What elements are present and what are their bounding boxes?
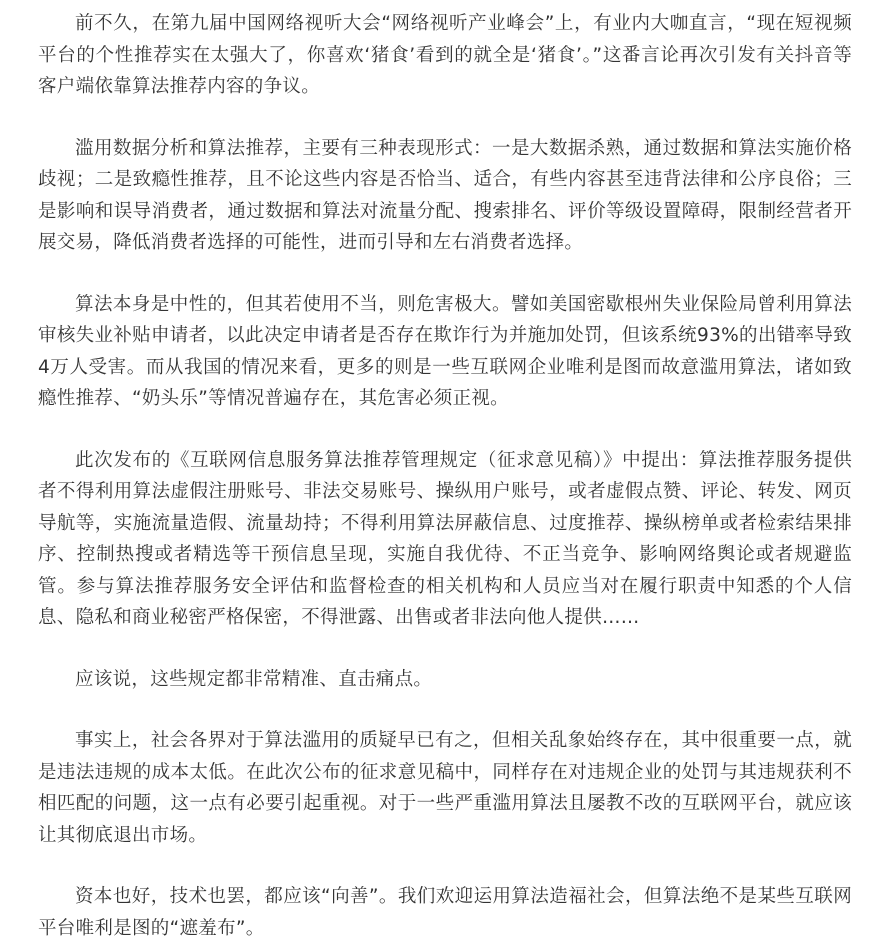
paragraph-1: 前不久，在第九届中国网络视听大会“网络视听产业峰会”上，有业内大咖直言，“现在短视频平台的个性推荐实在太强大了，你喜欢‘猪食’看到的就全是‘猪食’。”这番言论再次引发有关抖音等客户端依靠算法推荐内容的争议。 [38,13,852,97]
paragraph-4: 此次发布的《互联网信息服务算法推荐管理规定（征求意见稿）》中提出：算法推荐服务提供者不得利用算法虚假注册账号、非法交易账号、操纵用户账号，或者虚假点赞、评论、转发、网页导航等，实施流量造假、流量劫持；不得利用算法屏蔽信息、过度推荐、操纵榜单或者检索结果排序、控制热搜或者精选等干预信息呈现，实施自我优待、不正当竞争、影响网络舆论或者规避监管。参与算法推荐服务安全评估和监督检查的相关机构和人员应当对在履行职责中知悉的个人信息、隐私和商业秘密严格保密，不得泄露、出售或者非法向他人提供…… [38,449,852,628]
paragraph-3: 算法本身是中性的，但其若使用不当，则危害极大。譬如美国密歇根州失业保险局曾利用算法审核失业补贴申请者，以此决定申请者是否存在欺诈行为并施加处罚，但该系统93%的出错率导致4万人受害。而从我国的情况来看，更多的则是一些互联网企业唯利是图而故意滥用算法，诸如致瘾性推荐、“奶头乐”等情况普遍存在，其危害必须正视。 [38,293,852,409]
paragraph-5: 应该说，这些规定都非常精准、直击痛点。 [75,668,433,690]
paragraph-7: 资本也好，技术也罢，都应该“向善”。我们欢迎运用算法造福社会，但算法绝不是某些互联网平台唯利是图的“遮羞布”。 [38,886,852,939]
paragraph-6: 事实上，社会各界对于算法滥用的质疑早已有之，但相关乱象始终存在，其中很重要一点，就是违法违规的成本太低。在此次公布的征求意见稿中，同样存在对违规企业的处罚与其违规获利不相匹配的问题，这一点有必要引起重视。对于一些严重滥用算法且屡教不改的互联网平台，就应该让其彻底退出市场。 [38,730,852,846]
paragraph-2: 滥用数据分析和算法推荐，主要有三种表现形式：一是大数据杀熟，通过数据和算法实施价格歧视；二是致瘾性推荐，且不论这些内容是否恰当、适合，有些内容甚至违背法律和公序良俗；三是影响和误导消费者，通过数据和算法对流量分配、搜索排名、评价等级设置障碍，限制经营者开展交易，降低消费者选择的可能性，进而引导和左右消费者选择。 [38,137,852,253]
